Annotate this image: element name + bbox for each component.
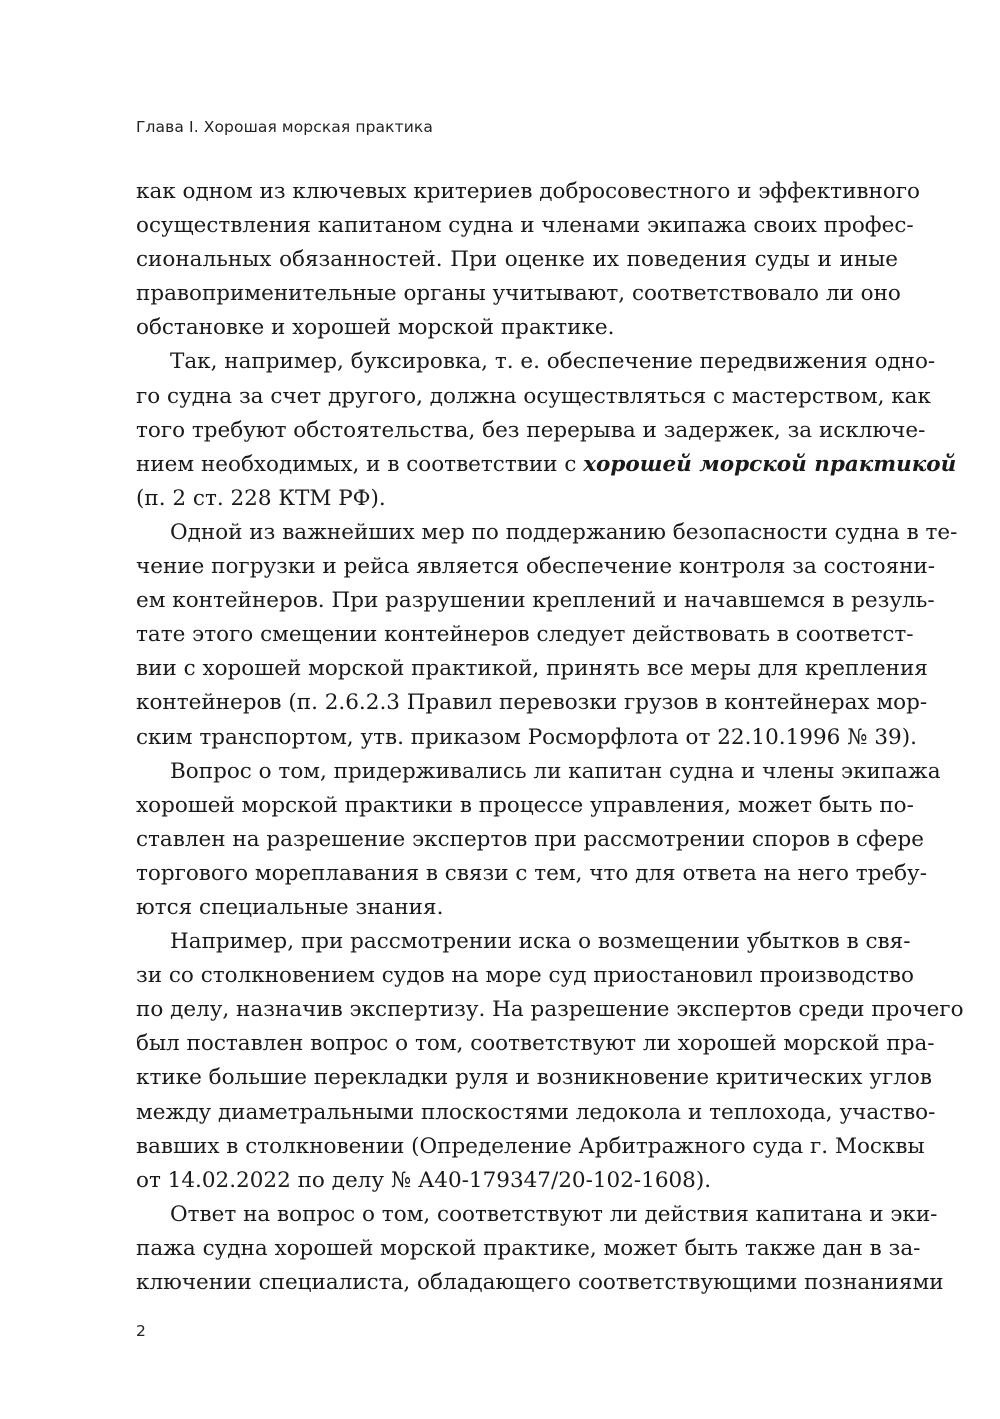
text-line: тате этого смещении контейнеров следует действовать в соответст- — [136, 622, 914, 648]
text-line: Вопрос о том, придерживались ли капитан судна и члены экипажа — [170, 758, 941, 784]
text-line: Ответ на вопрос о том, соответствуют ли действия капитана и эки- — [170, 1201, 938, 1227]
emphasized-term: хорошей морской практикой — [583, 451, 957, 477]
text-line: ем контейнеров. При разрушении креплений и начавшемся в резуль- — [136, 588, 935, 614]
paragraph-2 — [136, 345, 957, 515]
text-line: хорошей морской практики в процессе управления, может быть по- — [136, 792, 914, 818]
text-line: торгового мореплавания в связи с тем, что для ответа на него требу- — [136, 860, 927, 886]
paragraph-5 — [136, 925, 964, 1198]
paragraph-1 — [136, 175, 920, 345]
text-line: Например, при рассмотрении иска о возмещении убытков в свя- — [170, 929, 911, 955]
text-line: ставлен на разрешение экспертов при рассмотрении споров в сфере — [136, 826, 924, 852]
text-line: между диаметральными плоскостями ледокола и теплохода, участво- — [136, 1099, 936, 1125]
text-line-with-emphasis — [136, 448, 957, 482]
text-line: обстановке и хорошей морской практике. — [136, 315, 615, 341]
text-line: (п. 2 ст. 228 КТМ РФ). — [136, 485, 386, 511]
text-line: от 14.02.2022 по делу № А40-179347/20-102-1608). — [136, 1167, 712, 1193]
text-line: Так, например, буксировка, т. е. обеспечение передвижения одно- — [170, 349, 936, 375]
running-head: Глава I. Хорошая морская практика — [136, 118, 433, 136]
text-line: контейнеров (п. 2.6.2.3 Правил перевозки грузов в контейнерах мор- — [136, 690, 928, 716]
text-line: вии с хорошей морской практикой, принять все меры для крепления — [136, 656, 928, 682]
text-line: вавших в столкновении (Определение Арбитражного суда г. Москвы — [136, 1133, 925, 1159]
text-line: осуществления капитаном судна и членами экипажа своих профес- — [136, 213, 914, 239]
text-line: как одном из ключевых критериев добросовестного и эффективного — [136, 179, 920, 204]
text-fragment: нием необходимых, и в соответствии с — [136, 451, 584, 477]
page-number: 2 — [136, 1322, 146, 1340]
text-line: правоприменительные органы учитывают, соответствовало ли оно — [136, 281, 901, 307]
paragraph-6 — [136, 1198, 944, 1300]
text-line: зи со столкновением судов на море суд приостановил производство — [136, 963, 914, 989]
text-line: ключении специалиста, обладающего соответствующими познаниями — [136, 1270, 944, 1295]
text-line: ктике большие перекладки руля и возникновение критических углов — [136, 1065, 932, 1091]
text-line: чение погрузки и рейса является обеспечение контроля за состояни- — [136, 554, 936, 580]
body-text — [136, 175, 964, 1300]
text-line: был поставлен вопрос о том, соответствуют ли хорошей морской пра- — [136, 1031, 935, 1057]
text-line: сиональных обязанностей. При оценке их поведения суды и иные — [136, 247, 898, 273]
text-line: ским транспортом, утв. приказом Росморфлота от 22.10.1996 № 39). — [136, 724, 917, 750]
paragraph-3 — [136, 516, 958, 755]
paragraph-4 — [136, 755, 941, 925]
text-line: пажа судна хорошей морской практике, может быть также дан в за- — [136, 1235, 921, 1261]
text-line: по делу, назначив экспертизу. На разрешение экспертов среди прочего — [136, 997, 964, 1023]
text-line: го судна за счет другого, должна осуществляться с мастерством, как — [136, 383, 931, 409]
text-line: того требуют обстоятельства, без перерыва и задержек, за исключе- — [136, 417, 926, 443]
text-line: Одной из важнейших мер по поддержанию безопасности судна в те- — [170, 519, 958, 545]
text-line: ются специальные знания. — [136, 894, 444, 920]
